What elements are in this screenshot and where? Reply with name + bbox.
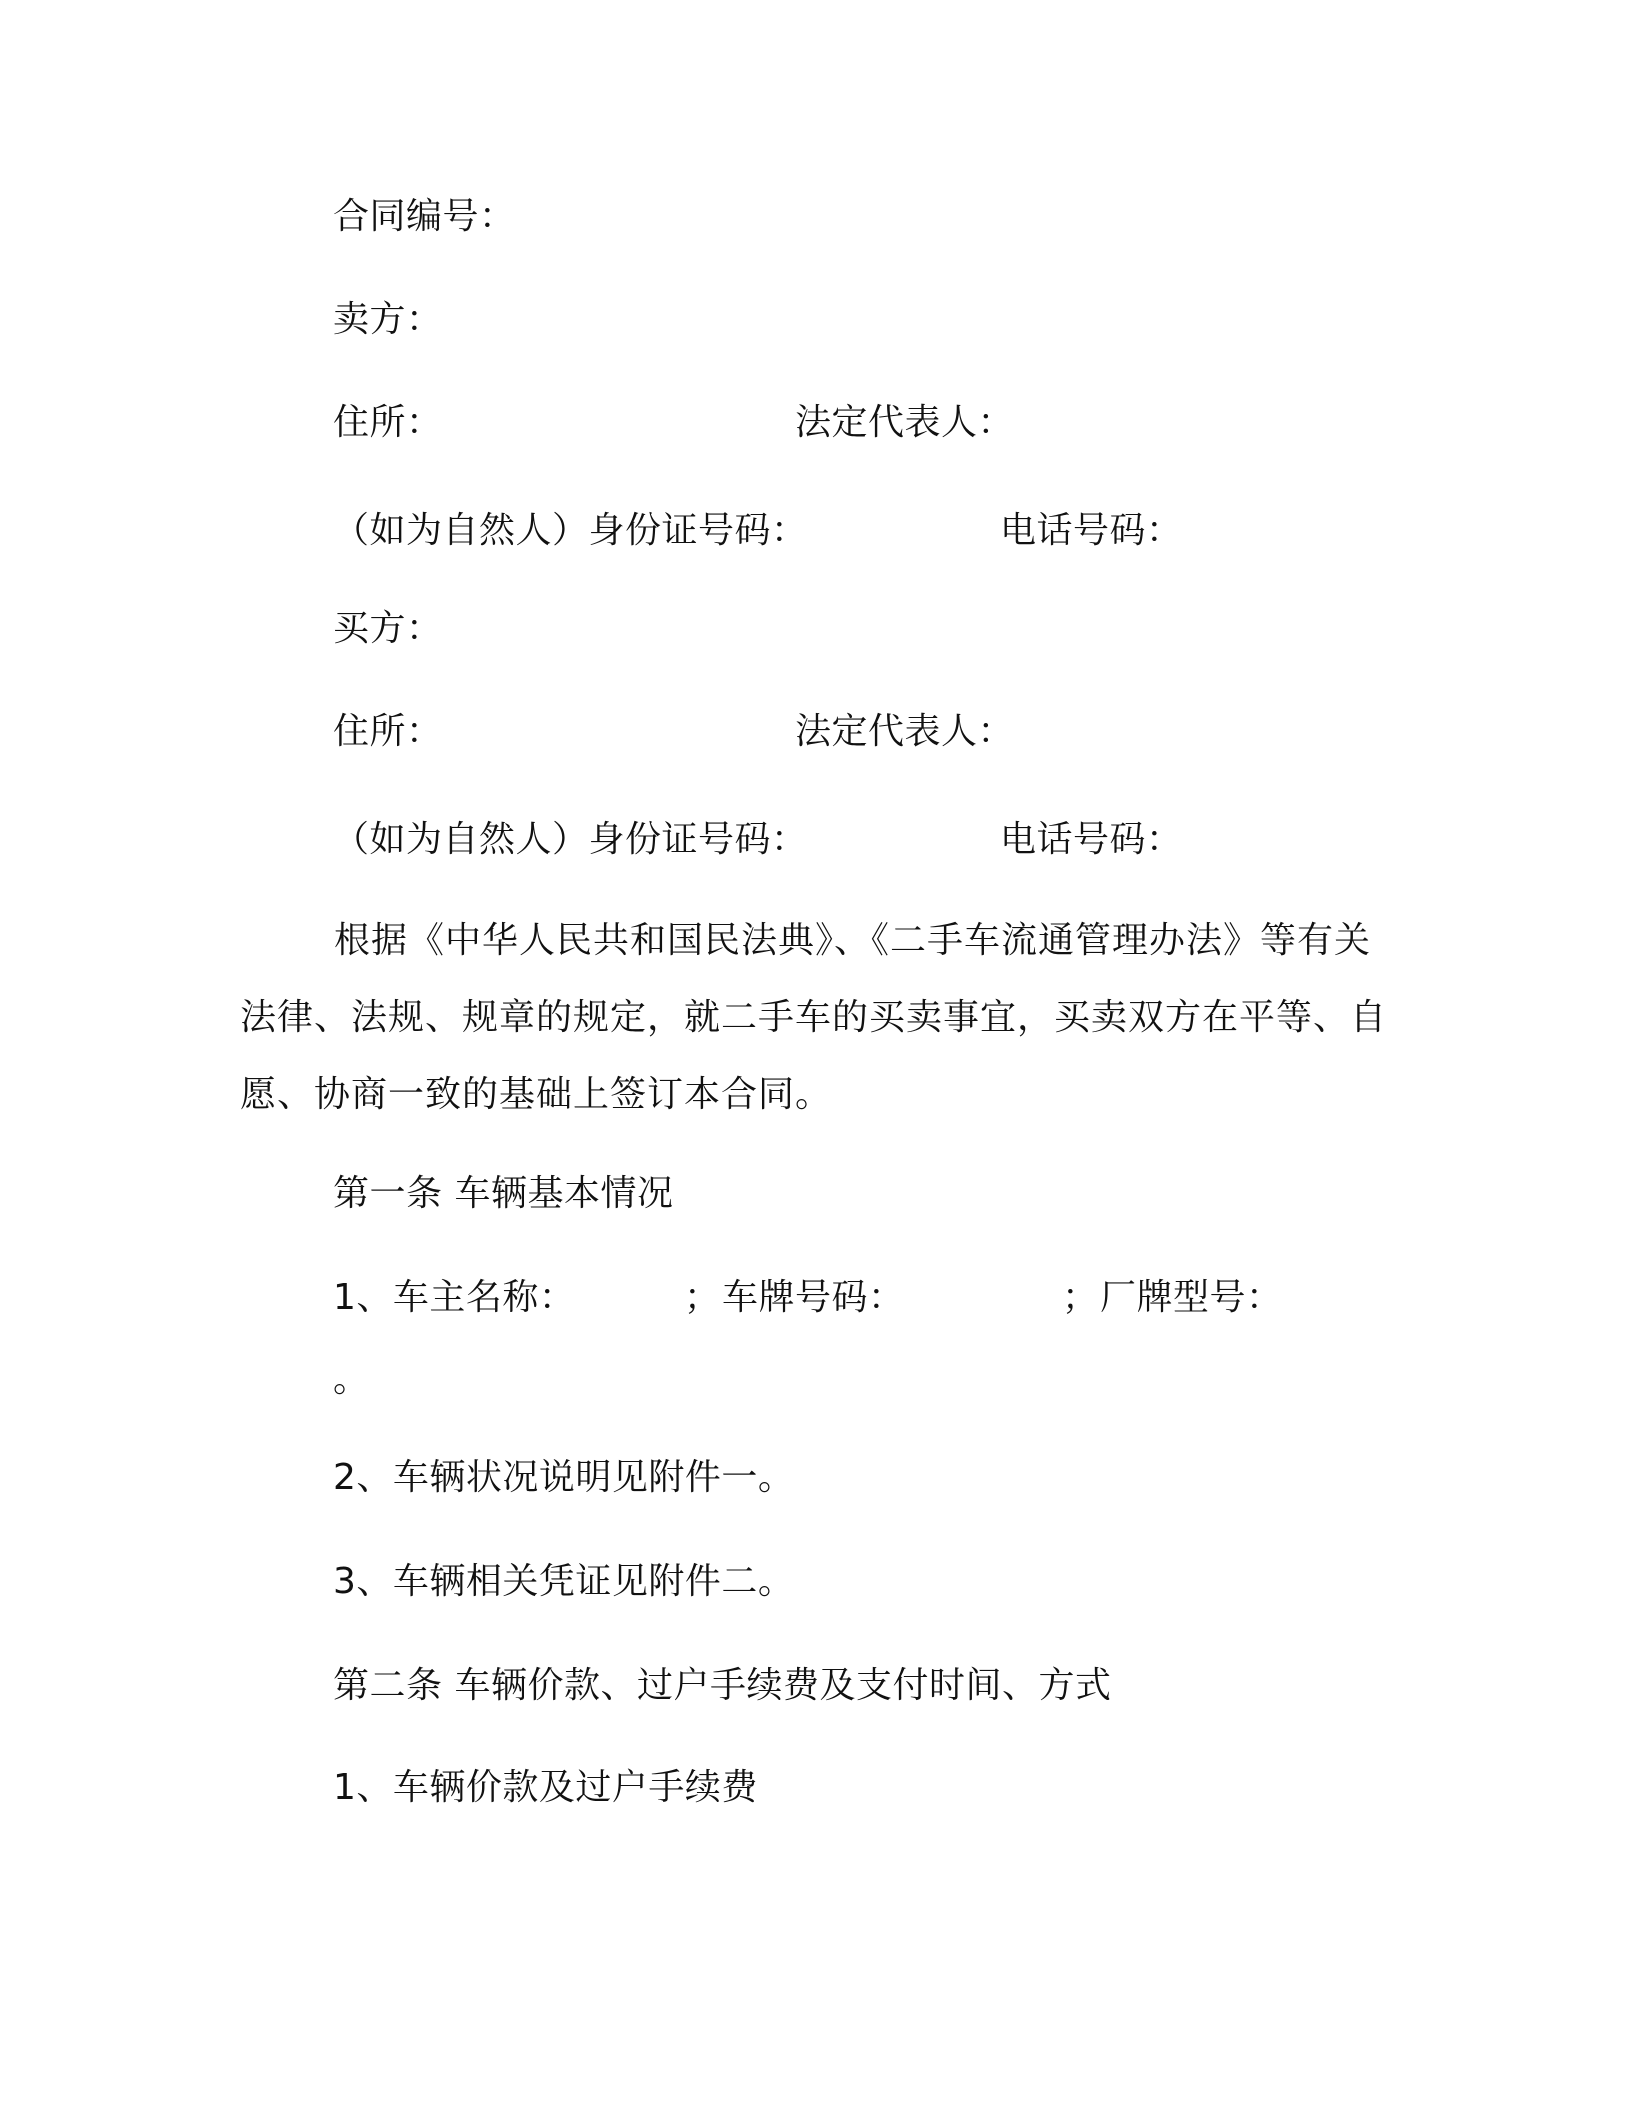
buyer-phone-label: 电话号码： — [1000, 819, 1183, 860]
license-plate-label: 车牌号码： — [722, 1277, 905, 1318]
article-1-title: 第一条 车辆基本情况 — [333, 1173, 674, 1214]
separator-1: ； — [684, 1277, 721, 1318]
buyer-address-label: 住所： — [333, 711, 443, 752]
seller-id-number-label: （如为自然人）身份证号码： — [333, 510, 808, 551]
intro-paragraph: 根据《中华人民共和国民法典》、《二手车流通管理办法》等有关法律、法规、规章的规定，就二手车的买卖事宜，买卖双方在平等、自愿、协商一致的基础上签订本合同。 — [240, 920, 1388, 1115]
seller-address-label: 住所： — [333, 402, 443, 443]
buyer-id-number-label: （如为自然人）身份证号码： — [333, 819, 808, 860]
article-1-item-3: 3、车辆相关凭证见附件二。 — [333, 1561, 795, 1602]
buyer-representative-label: 法定代表人： — [795, 711, 1015, 752]
article-1-item-2: 2、车辆状况说明见附件一。 — [333, 1457, 795, 1498]
seller-label: 卖方： — [333, 299, 443, 340]
article-2-item-1: 1、车辆价款及过户手续费 — [333, 1767, 758, 1808]
seller-representative-label: 法定代表人： — [795, 402, 1015, 443]
seller-phone-label: 电话号码： — [1000, 510, 1183, 551]
brand-model-label: 厂牌型号： — [1100, 1277, 1283, 1318]
vehicle-owner-label: 1、车主名称： — [333, 1277, 576, 1318]
contract-number-label: 合同编号： — [333, 196, 516, 237]
buyer-label: 买方： — [333, 608, 443, 649]
separator-2: ； — [1062, 1277, 1099, 1318]
item-1-end-mark: 。 — [333, 1359, 370, 1400]
article-2-title: 第二条 车辆价款、过户手续费及支付时间、方式 — [333, 1665, 1112, 1706]
